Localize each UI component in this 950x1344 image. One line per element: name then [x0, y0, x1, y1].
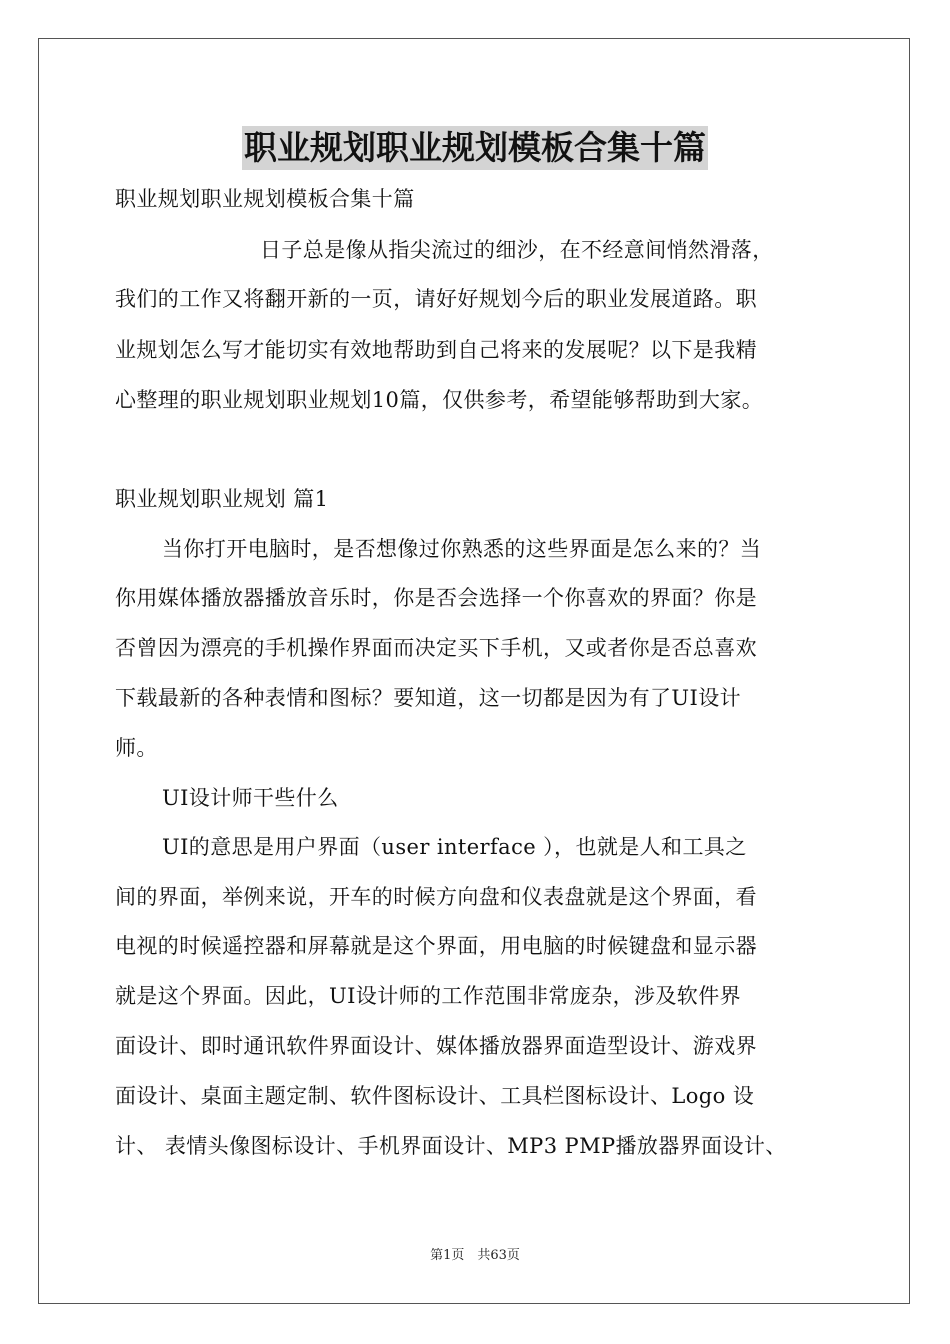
- page-number: 第1页 共63页: [430, 1248, 520, 1263]
- intro-line: 我们的工作又将翻开新的一页，请好好规划今后的职业发展道路。职: [115, 287, 757, 311]
- subheading: UI设计师干些什么: [162, 786, 339, 810]
- paragraph-line: 师。: [115, 736, 158, 760]
- paragraph-line: 电视的时候遥控器和屏幕就是这个界面，用电脑的时候键盘和显示器: [115, 934, 757, 958]
- document-subtitle: 职业规划职业规划模板合集十篇: [115, 187, 415, 211]
- paragraph-line: 就是这个界面。因此，UI设计师的工作范围非常庞杂，涉及软件界: [115, 984, 741, 1008]
- paragraph-line: 间的界面，举例来说，开车的时候方向盘和仪表盘就是这个界面，看: [115, 885, 757, 909]
- page-border: [38, 38, 910, 1304]
- paragraph-line: 当你打开电脑时，是否想像过你熟悉的这些界面是怎么来的？当: [162, 537, 762, 561]
- paragraph-line: 你用媒体播放器播放音乐时，你是否会选择一个你喜欢的界面？你是: [115, 586, 757, 610]
- paragraph-line: 否曾因为漂亮的手机操作界面而决定买下手机，又或者你是否总喜欢: [115, 636, 757, 660]
- title-container: [0, 126, 950, 170]
- paragraph-line: 面设计、即时通讯软件界面设计、媒体播放器界面造型设计、游戏界: [115, 1034, 757, 1058]
- section-heading: 职业规划职业规划 篇1: [115, 487, 329, 511]
- paragraph-line: UI的意思是用户界面（user interface ），也就是人和工具之: [162, 835, 747, 859]
- paragraph-line: 计、 表情头像图标设计、手机界面设计、MP3 PMP播放器界面设计、: [115, 1134, 787, 1158]
- document-title: 职业规划职业规划模板合集十篇: [242, 126, 708, 170]
- intro-line: 日子总是像从指尖流过的细沙，在不经意间悄然滑落，: [260, 238, 774, 262]
- intro-line: 业规划怎么写才能切实有效地帮助到自己将来的发展呢？以下是我精: [115, 338, 757, 362]
- intro-line: 心整理的职业规划职业规划10篇，仅供参考，希望能够帮助到大家。: [115, 388, 764, 412]
- paragraph-line: 面设计、桌面主题定制、软件图标设计、工具栏图标设计、Logo 设: [115, 1084, 755, 1108]
- paragraph-line: 下载最新的各种表情和图标？要知道，这一切都是因为有了UI设计: [115, 686, 741, 710]
